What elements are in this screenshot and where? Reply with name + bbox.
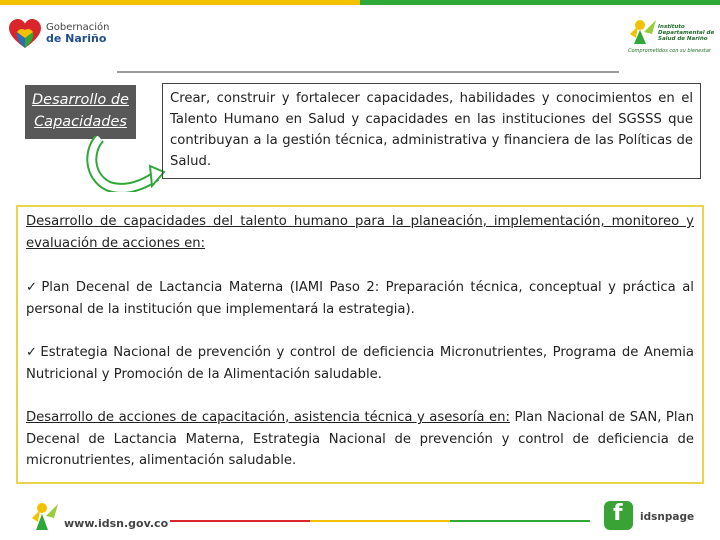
facebook-icon[interactable] <box>604 501 633 530</box>
content-box <box>16 205 704 484</box>
paragraph-lead: Desarrollo de acciones de capacitación, asistencia técnica y asesoría en: <box>26 410 510 425</box>
gobernacion-wordmark <box>46 22 110 45</box>
gobernacion-line1: Gobernación <box>46 22 110 33</box>
content-heading: Desarrollo de capacidades del talento humano para la planeación, implementación, monitoreo y evaluación de acciones en: <box>26 214 694 251</box>
list-item-text: Plan Decenal de Lactancia Materna (IAMI Paso 2: Preparación técnica, conceptual y práctica al personal de la institución que implementará la estrategia). <box>26 280 694 317</box>
facebook-letter: f <box>613 501 623 526</box>
idsn-flower-icon <box>626 14 660 48</box>
heart-logo-icon <box>8 18 42 50</box>
idsn-logo <box>622 8 714 60</box>
website-link[interactable]: www.idsn.gov.co <box>64 517 169 530</box>
capacitacion-paragraph <box>26 407 694 472</box>
top-color-bar <box>0 0 720 5</box>
curved-arrow-icon <box>86 136 166 192</box>
footer-color-line <box>170 520 590 522</box>
idsn-flower-icon <box>30 498 62 532</box>
idsn-slogan: Comprometidos con su bienestar <box>628 48 711 54</box>
gobernacion-logo <box>8 14 118 54</box>
footer-website-block <box>30 498 210 534</box>
check-icon: ✓ <box>26 280 40 295</box>
paragraph-rest: Plan Nacional de SAN, Plan Decenal de Lactancia Materna, Estrategia Nacional de prevención y control de deficiencia de micronutrientes, alimentación saludable. <box>26 410 694 468</box>
description-box: Crear, construir y fortalecer capacidades, habilidades y conocimientos en el Talento Humano en Salud y capacidades en las instituciones del SGSSS que contribuyan a la gestión técnica, administrativa y financiera de las Políticas de Salud. <box>162 83 701 179</box>
gobernacion-line2: de Nariño <box>46 32 107 45</box>
check-icon: ✓ <box>26 345 39 360</box>
section-title: Desarrollo de Capacidades <box>25 85 136 139</box>
list-item-micronutrientes <box>26 342 694 385</box>
list-item-text: Estrategia Nacional de prevención y control de deficiencia Micronutrientes, Programa de Anemia Nutricional y Promoción de la Alimentación saludable. <box>26 345 694 382</box>
facebook-page-link[interactable]: idsnpage <box>640 511 695 523</box>
idsn-name: Instituto Departamental de Salud de Nariño <box>658 24 715 42</box>
header-divider <box>117 71 619 73</box>
list-item-lactancia <box>26 277 694 320</box>
